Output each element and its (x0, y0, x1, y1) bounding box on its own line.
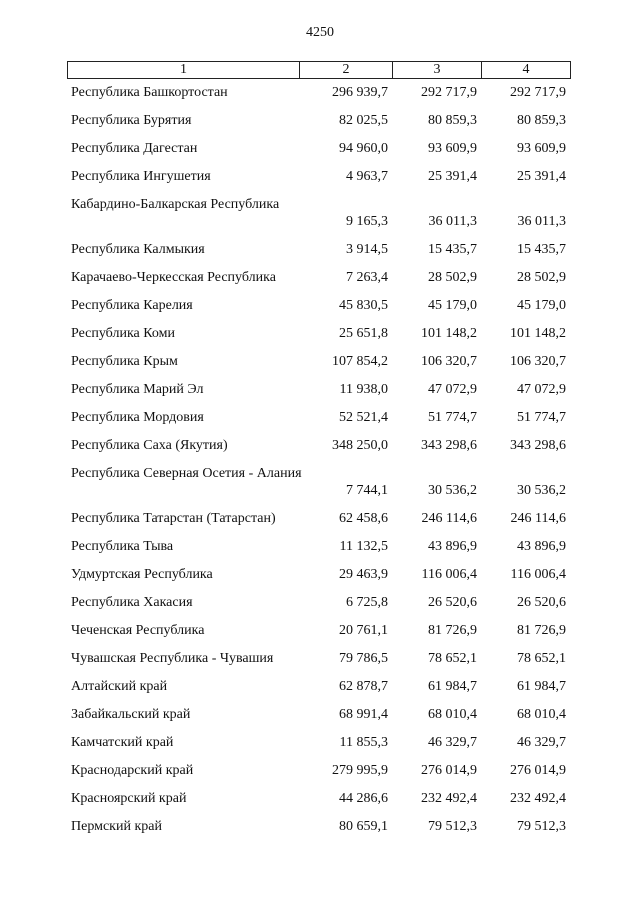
region-name: Краснодарский край (71, 763, 194, 778)
value-column-2: 3 914,5 (346, 242, 388, 257)
value-column-4: 80 859,3 (517, 113, 566, 128)
value-column-4: 343 298,6 (510, 438, 566, 453)
table-row (0, 269, 640, 297)
region-name: Красноярский край (71, 791, 187, 806)
value-column-4: 51 774,7 (517, 410, 566, 425)
table-row (0, 353, 640, 381)
table-row (0, 650, 640, 678)
value-column-2: 11 855,3 (339, 735, 388, 750)
value-column-3: 46 329,7 (428, 735, 477, 750)
value-column-3: 61 984,7 (428, 679, 477, 694)
region-name: Республика Крым (71, 354, 178, 369)
value-column-2: 348 250,0 (332, 438, 388, 453)
region-name: Камчатский край (71, 735, 174, 750)
region-name: Кабардино-Балкарская Республика (71, 197, 280, 212)
value-column-4: 101 148,2 (510, 326, 566, 341)
value-column-3: 43 896,9 (428, 539, 477, 554)
table-row (0, 325, 640, 353)
table-row (0, 465, 640, 510)
value-column-2: 7 263,4 (346, 270, 388, 285)
column-header-row (68, 62, 571, 79)
table-row (0, 140, 640, 168)
value-column-2: 62 878,7 (339, 679, 388, 694)
page-number: 4250 (306, 25, 334, 40)
table-row (0, 790, 640, 818)
value-column-3: 79 512,3 (428, 819, 477, 834)
region-name: Забайкальский край (71, 707, 191, 722)
value-column-3: 106 320,7 (421, 354, 477, 369)
value-column-3: 246 114,6 (421, 511, 477, 526)
region-name: Республика Марий Эл (71, 382, 204, 397)
region-name: Чеченская Республика (71, 623, 205, 638)
table-row (0, 437, 640, 465)
table-row (0, 594, 640, 622)
value-column-3: 292 717,9 (421, 85, 477, 100)
column-header-4: 4 (482, 62, 571, 79)
value-column-4: 106 320,7 (510, 354, 566, 369)
value-column-4: 30 536,2 (517, 483, 566, 498)
value-column-2: 279 995,9 (332, 763, 388, 778)
table-row (0, 196, 640, 241)
table-row (0, 84, 640, 112)
value-column-2: 11 132,5 (339, 539, 388, 554)
value-column-4: 25 391,4 (517, 169, 566, 184)
value-column-3: 26 520,6 (428, 595, 477, 610)
value-column-4: 47 072,9 (517, 382, 566, 397)
value-column-4: 232 492,4 (510, 791, 566, 806)
data-rows (0, 84, 640, 846)
value-column-2: 94 960,0 (339, 141, 388, 156)
value-column-4: 116 006,4 (510, 567, 566, 582)
region-name: Карачаево-Черкесская Республика (71, 270, 276, 285)
value-column-3: 68 010,4 (428, 707, 477, 722)
value-column-3: 45 179,0 (428, 298, 477, 313)
table-row (0, 818, 640, 846)
value-column-4: 292 717,9 (510, 85, 566, 100)
region-name: Республика Ингушетия (71, 169, 211, 184)
region-name: Республика Саха (Якутия) (71, 438, 228, 453)
value-column-2: 296 939,7 (332, 85, 388, 100)
table-row (0, 381, 640, 409)
table-row (0, 762, 640, 790)
value-column-2: 20 761,1 (339, 623, 388, 638)
value-column-4: 81 726,9 (517, 623, 566, 638)
value-column-2: 107 854,2 (332, 354, 388, 369)
value-column-2: 29 463,9 (339, 567, 388, 582)
value-column-2: 82 025,5 (339, 113, 388, 128)
region-name: Удмуртская Республика (71, 567, 213, 582)
region-name: Республика Дагестан (71, 141, 198, 156)
table-row (0, 112, 640, 140)
value-column-4: 28 502,9 (517, 270, 566, 285)
value-column-3: 25 391,4 (428, 169, 477, 184)
region-name: Республика Коми (71, 326, 175, 341)
value-column-2: 52 521,4 (339, 410, 388, 425)
region-name: Алтайский край (71, 679, 168, 694)
value-column-4: 246 114,6 (510, 511, 566, 526)
column-header-3: 3 (393, 62, 482, 79)
value-column-3: 15 435,7 (428, 242, 477, 257)
value-column-2: 45 830,5 (339, 298, 388, 313)
region-name: Республика Карелия (71, 298, 193, 313)
value-column-4: 68 010,4 (517, 707, 566, 722)
table-row (0, 566, 640, 594)
table-row (0, 409, 640, 437)
table-row (0, 706, 640, 734)
region-name: Чувашская Республика - Чувашия (71, 651, 274, 666)
value-column-4: 46 329,7 (517, 735, 566, 750)
value-column-3: 36 011,3 (428, 214, 477, 229)
value-column-3: 116 006,4 (421, 567, 477, 582)
table-row (0, 678, 640, 706)
region-name: Республика Мордовия (71, 410, 204, 425)
value-column-2: 44 286,6 (339, 791, 388, 806)
value-column-2: 80 659,1 (339, 819, 388, 834)
table-row (0, 734, 640, 762)
table-row (0, 538, 640, 566)
value-column-2: 7 744,1 (346, 483, 388, 498)
value-column-2: 79 786,5 (339, 651, 388, 666)
region-name: Республика Татарстан (Татарстан) (71, 511, 276, 526)
value-column-4: 26 520,6 (517, 595, 566, 610)
value-column-4: 93 609,9 (517, 141, 566, 156)
value-column-4: 78 652,1 (517, 651, 566, 666)
table-row (0, 297, 640, 325)
value-column-2: 4 963,7 (346, 169, 388, 184)
region-name: Республика Хакасия (71, 595, 193, 610)
value-column-4: 15 435,7 (517, 242, 566, 257)
region-name: Республика Калмыкия (71, 242, 205, 257)
region-name: Республика Бурятия (71, 113, 192, 128)
column-header-table (67, 61, 571, 79)
value-column-2: 6 725,8 (346, 595, 388, 610)
region-name: Пермский край (71, 819, 162, 834)
value-column-3: 28 502,9 (428, 270, 477, 285)
column-header-1: 1 (68, 62, 300, 79)
table-row (0, 622, 640, 650)
value-column-3: 101 148,2 (421, 326, 477, 341)
region-name: Республика Тыва (71, 539, 174, 554)
value-column-3: 51 774,7 (428, 410, 477, 425)
value-column-3: 80 859,3 (428, 113, 477, 128)
value-column-4: 276 014,9 (510, 763, 566, 778)
value-column-4: 36 011,3 (517, 214, 566, 229)
value-column-3: 30 536,2 (428, 483, 477, 498)
value-column-3: 93 609,9 (428, 141, 477, 156)
column-header-2: 2 (300, 62, 393, 79)
value-column-4: 45 179,0 (517, 298, 566, 313)
value-column-3: 47 072,9 (428, 382, 477, 397)
value-column-3: 276 014,9 (421, 763, 477, 778)
table-row (0, 510, 640, 538)
region-name: Республика Башкортостан (71, 85, 228, 100)
value-column-3: 81 726,9 (428, 623, 477, 638)
value-column-2: 62 458,6 (339, 511, 388, 526)
value-column-3: 78 652,1 (428, 651, 477, 666)
value-column-3: 232 492,4 (421, 791, 477, 806)
value-column-4: 43 896,9 (517, 539, 566, 554)
value-column-2: 68 991,4 (339, 707, 388, 722)
value-column-4: 61 984,7 (517, 679, 566, 694)
value-column-2: 9 165,3 (346, 214, 388, 229)
table-row (0, 168, 640, 196)
value-column-2: 11 938,0 (339, 382, 388, 397)
value-column-3: 343 298,6 (421, 438, 477, 453)
region-name: Республика Северная Осетия - Алания (71, 466, 302, 481)
value-column-2: 25 651,8 (339, 326, 388, 341)
table-row (0, 241, 640, 269)
value-column-4: 79 512,3 (517, 819, 566, 834)
